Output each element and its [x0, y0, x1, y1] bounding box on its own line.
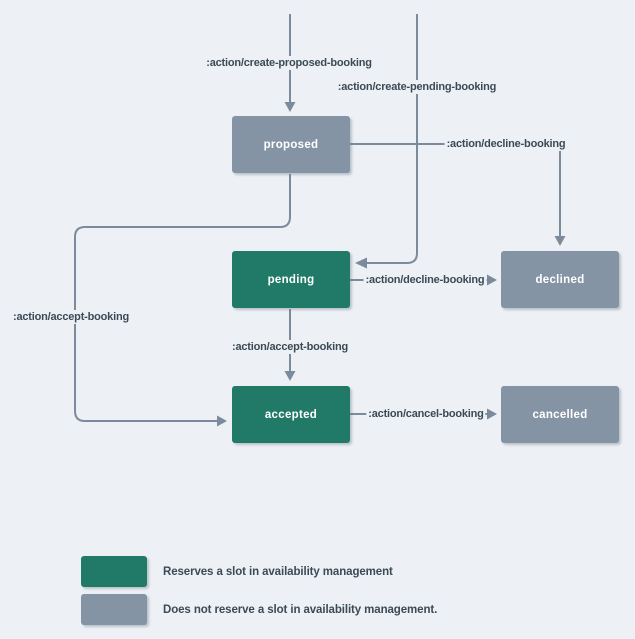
edge-label-cancel-booking: :action/cancel-booking: [368, 408, 484, 420]
legend-swatch-no-reserve: [81, 594, 147, 625]
arrowhead-into-declined-top: [555, 236, 566, 246]
connector-create-pending-booking: [367, 14, 417, 263]
arrowhead-into-accepted-left: [217, 416, 227, 427]
arrowhead-into-declined-left: [487, 275, 497, 286]
node-cancelled: cancelled: [501, 386, 619, 443]
legend-text-reserves: Reserves a slot in availability management: [163, 565, 393, 578]
legend: [81, 556, 437, 632]
edge-label-accept-booking-from-proposed: :action/accept-booking: [13, 311, 129, 323]
node-pending: pending: [232, 251, 350, 308]
legend-swatch-reserves: [81, 556, 147, 587]
arrowhead-into-cancelled-left: [487, 409, 497, 420]
arrowhead-into-proposed: [285, 102, 296, 112]
node-proposed: proposed: [232, 116, 350, 173]
edge-label-create-pending-booking: :action/create-pending-booking: [337, 81, 497, 93]
edge-label-create-proposed-booking: :action/create-proposed-booking: [206, 57, 372, 69]
connector-proposed-declined: [350, 144, 560, 236]
legend-row-no-reserve: [81, 594, 437, 625]
edge-label-decline-booking-from-proposed: :action/decline-booking: [446, 138, 566, 150]
legend-row-reserves: [81, 556, 437, 587]
edge-label-decline-booking-from-pending: :action/decline-booking: [365, 274, 485, 286]
legend-text-no-reserve: Does not reserve a slot in availability management.: [163, 603, 438, 616]
arrowhead-into-accepted-top: [285, 371, 296, 381]
arrowhead-into-pending: [355, 258, 367, 269]
node-accepted: accepted: [232, 386, 350, 443]
node-declined: declined: [501, 251, 619, 308]
edge-label-accept-booking-from-pending: :action/accept-booking: [232, 341, 348, 353]
